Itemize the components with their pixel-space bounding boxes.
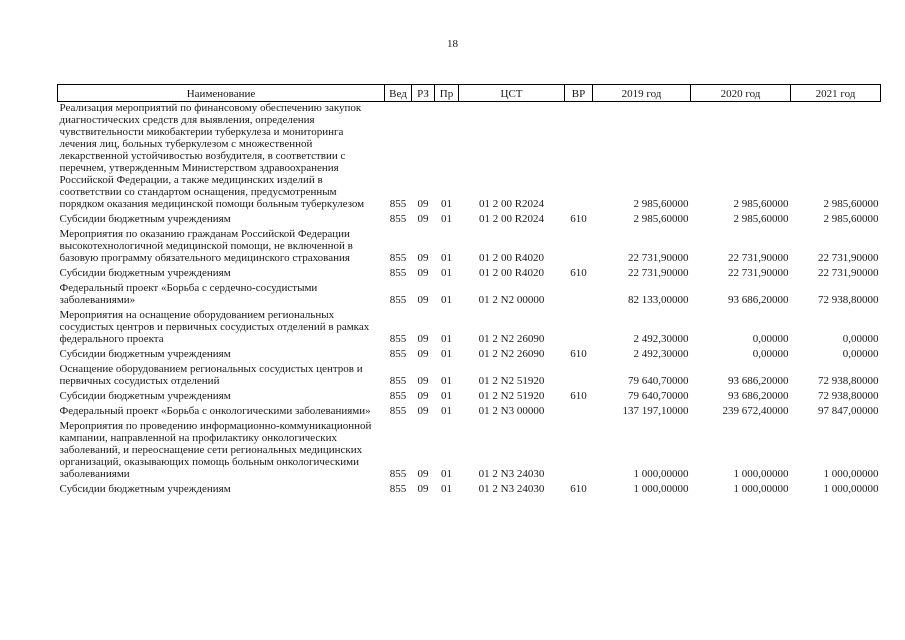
cell-2021: 72 938,80000 bbox=[818, 375, 879, 387]
cell-name: Оснащение оборудованием региональных сосудистых центров и первичных сосудистых отделений bbox=[59, 363, 363, 387]
cell-name: Субсидии бюджетным учреждениям bbox=[59, 483, 231, 495]
table-row bbox=[58, 228, 881, 264]
cell-2019: 2 985,60000 bbox=[633, 198, 689, 210]
cell-2019: 82 133,00000 bbox=[628, 294, 689, 306]
page-number: 18 bbox=[447, 38, 458, 50]
cell-2020: 2 985,60000 bbox=[733, 198, 789, 210]
cell-ved: 855 bbox=[389, 405, 407, 417]
cell-2021: 22 731,90000 bbox=[818, 252, 879, 264]
cell-pr: 01 bbox=[441, 348, 452, 360]
header-vr: ВР bbox=[565, 85, 593, 102]
cell-rz: 09 bbox=[417, 483, 429, 495]
cell-2020: 93 686,20000 bbox=[728, 390, 789, 402]
cell-2020: 239 672,40000 bbox=[722, 405, 789, 417]
cell-rz: 09 bbox=[417, 375, 429, 387]
cell-2021: 72 938,80000 bbox=[818, 294, 879, 306]
cell-rz: 09 bbox=[417, 390, 429, 402]
header-2019: 2019 год bbox=[593, 85, 691, 102]
header-ved: Вед bbox=[385, 85, 412, 102]
cell-vr: 610 bbox=[570, 213, 587, 225]
cell-2019: 22 731,90000 bbox=[628, 252, 689, 264]
cell-name: Субсидии бюджетным учреждениям bbox=[59, 213, 231, 225]
cell-rz: 09 bbox=[417, 333, 429, 345]
cell-2019: 79 640,70000 bbox=[628, 375, 689, 387]
cell-cst: 01 2 N2 51920 bbox=[478, 375, 545, 387]
cell-2019: 1 000,00000 bbox=[633, 468, 689, 480]
header-name: Наименование bbox=[58, 85, 385, 102]
cell-2019: 79 640,70000 bbox=[628, 390, 689, 402]
cell-ved: 855 bbox=[389, 390, 407, 402]
cell-2019: 2 492,30000 bbox=[633, 333, 689, 345]
cell-ved: 855 bbox=[389, 468, 407, 480]
budget-table bbox=[57, 84, 881, 498]
cell-2021: 2 985,60000 bbox=[823, 198, 879, 210]
table-row bbox=[58, 282, 881, 306]
cell-pr: 01 bbox=[441, 252, 452, 264]
cell-cst: 01 2 00 R4020 bbox=[478, 252, 545, 264]
cell-2019: 2 985,60000 bbox=[633, 213, 689, 225]
cell-2021: 1 000,00000 bbox=[823, 483, 879, 495]
cell-cst: 01 2 N3 00000 bbox=[478, 405, 545, 417]
cell-2020: 22 731,90000 bbox=[728, 267, 789, 279]
cell-cst: 01 2 N3 24030 bbox=[478, 483, 545, 495]
table-row bbox=[58, 420, 881, 480]
cell-2021: 0,00000 bbox=[842, 333, 879, 345]
cell-2020: 0,00000 bbox=[752, 333, 789, 345]
cell-vr bbox=[565, 363, 593, 387]
cell-pr: 01 bbox=[441, 468, 452, 480]
cell-pr: 01 bbox=[441, 267, 452, 279]
cell-vr bbox=[565, 309, 593, 345]
cell-rz: 09 bbox=[417, 252, 429, 264]
cell-cst: 01 2 00 R2024 bbox=[478, 213, 545, 225]
table-header-row bbox=[58, 85, 881, 102]
header-rz: РЗ bbox=[412, 85, 435, 102]
cell-2021: 1 000,00000 bbox=[823, 468, 879, 480]
cell-vr bbox=[565, 282, 593, 306]
cell-rz: 09 bbox=[417, 348, 429, 360]
cell-rz: 09 bbox=[417, 267, 429, 279]
cell-2021: 72 938,80000 bbox=[818, 390, 879, 402]
cell-ved: 855 bbox=[389, 333, 407, 345]
cell-cst: 01 2 N2 26090 bbox=[478, 348, 545, 360]
cell-2021: 0,00000 bbox=[842, 348, 879, 360]
cell-vr bbox=[565, 102, 593, 211]
cell-ved: 855 bbox=[389, 213, 407, 225]
cell-pr: 01 bbox=[441, 483, 452, 495]
cell-name: Мероприятия по проведению информационно-коммуникационной кампании, направленной на профилактику онкологических заболеваний, и переоснащение сети региональных медицинских организаций, оказывающих помощь больным онкологическими заболеваниями bbox=[59, 420, 372, 480]
cell-name: Субсидии бюджетным учреждениям bbox=[59, 348, 231, 360]
table-body bbox=[58, 102, 881, 499]
cell-rz: 09 bbox=[417, 213, 429, 225]
cell-cst: 01 2 00 R2024 bbox=[478, 198, 545, 210]
cell-cst: 01 2 N2 26090 bbox=[478, 333, 545, 345]
cell-cst: 01 2 N2 00000 bbox=[478, 294, 545, 306]
header-2020: 2020 год bbox=[691, 85, 791, 102]
table-row bbox=[58, 348, 881, 360]
cell-vr: 610 bbox=[570, 483, 587, 495]
cell-pr: 01 bbox=[441, 390, 452, 402]
cell-2019: 2 492,30000 bbox=[633, 348, 689, 360]
table-row bbox=[58, 267, 881, 279]
table-row bbox=[58, 483, 881, 495]
cell-2020: 93 686,20000 bbox=[728, 375, 789, 387]
cell-2019: 1 000,00000 bbox=[633, 483, 689, 495]
cell-name: Субсидии бюджетным учреждениям bbox=[59, 267, 231, 279]
cell-pr: 01 bbox=[441, 375, 452, 387]
cell-2019: 22 731,90000 bbox=[628, 267, 689, 279]
header-cst: ЦСТ bbox=[459, 85, 565, 102]
cell-2020: 93 686,20000 bbox=[728, 294, 789, 306]
cell-2021: 97 847,00000 bbox=[818, 405, 879, 417]
cell-pr: 01 bbox=[441, 294, 452, 306]
cell-2021: 22 731,90000 bbox=[818, 267, 879, 279]
table-row bbox=[58, 405, 881, 417]
cell-2021: 2 985,60000 bbox=[823, 213, 879, 225]
cell-pr: 01 bbox=[441, 213, 452, 225]
cell-2019: 137 197,10000 bbox=[622, 405, 689, 417]
cell-ved: 855 bbox=[389, 294, 407, 306]
cell-2020: 0,00000 bbox=[752, 348, 789, 360]
cell-cst: 01 2 N2 51920 bbox=[478, 390, 545, 402]
cell-rz: 09 bbox=[417, 468, 429, 480]
cell-ved: 855 bbox=[389, 483, 407, 495]
cell-ved: 855 bbox=[389, 252, 407, 264]
table-row bbox=[58, 213, 881, 225]
header-pr: Пр bbox=[435, 85, 459, 102]
cell-pr: 01 bbox=[441, 333, 452, 345]
cell-2020: 1 000,00000 bbox=[733, 468, 789, 480]
cell-cst: 01 2 00 R4020 bbox=[478, 267, 545, 279]
cell-name: Мероприятия по оказанию гражданам Российской Федерации высокотехнологичной медицинской помощи, не включенной в базовую программу обязательного медицинского страхования bbox=[59, 228, 353, 264]
cell-ved: 855 bbox=[389, 267, 407, 279]
cell-cst: 01 2 N3 24030 bbox=[478, 468, 545, 480]
cell-vr: 610 bbox=[570, 267, 587, 279]
cell-name: Мероприятия на оснащение оборудованием региональных сосудистых центров и первичных сосудистых отделений в рамках федерального проекта bbox=[59, 309, 370, 345]
table-row bbox=[58, 102, 881, 211]
cell-ved: 855 bbox=[389, 198, 407, 210]
table-row bbox=[58, 363, 881, 387]
cell-ved: 855 bbox=[389, 348, 407, 360]
cell-name: Субсидии бюджетным учреждениям bbox=[59, 390, 231, 402]
cell-vr: 610 bbox=[570, 348, 587, 360]
cell-2020: 22 731,90000 bbox=[728, 252, 789, 264]
table-row bbox=[58, 309, 881, 345]
cell-2020: 1 000,00000 bbox=[733, 483, 789, 495]
cell-name: Федеральный проект «Борьба с онкологическими заболеваниями» bbox=[59, 405, 371, 417]
cell-pr: 01 bbox=[441, 198, 452, 210]
cell-name: Федеральный проект «Борьба с сердечно-сосудистыми заболеваниями» bbox=[59, 282, 318, 306]
cell-rz: 09 bbox=[417, 198, 429, 210]
cell-ved: 855 bbox=[389, 375, 407, 387]
cell-vr bbox=[565, 405, 593, 417]
cell-pr: 01 bbox=[441, 405, 452, 417]
cell-rz: 09 bbox=[417, 405, 429, 417]
cell-vr bbox=[565, 420, 593, 480]
cell-rz: 09 bbox=[417, 294, 429, 306]
row-spacer bbox=[58, 495, 881, 498]
cell-vr bbox=[565, 228, 593, 264]
table-row bbox=[58, 390, 881, 402]
cell-name: Реализация мероприятий по финансовому обеспечению закупок диагностических средств для выявления, определения чувствительности микобактерии туберкулеза и мониторинга лечения лиц, больных туберкулезом с множественной лекарственной устойчивостью возбудителя, в соответствии с перечнем, утвержденным Министерством здравоохранения Российской Федерации, а также медицинских изделий в соответствии со стандартом оснащения, предусмотренным порядком оказания медицинской помощи больным туберкулезом bbox=[59, 102, 365, 210]
cell-vr: 610 bbox=[570, 390, 587, 402]
header-2021: 2021 год bbox=[791, 85, 881, 102]
cell-2020: 2 985,60000 bbox=[733, 213, 789, 225]
